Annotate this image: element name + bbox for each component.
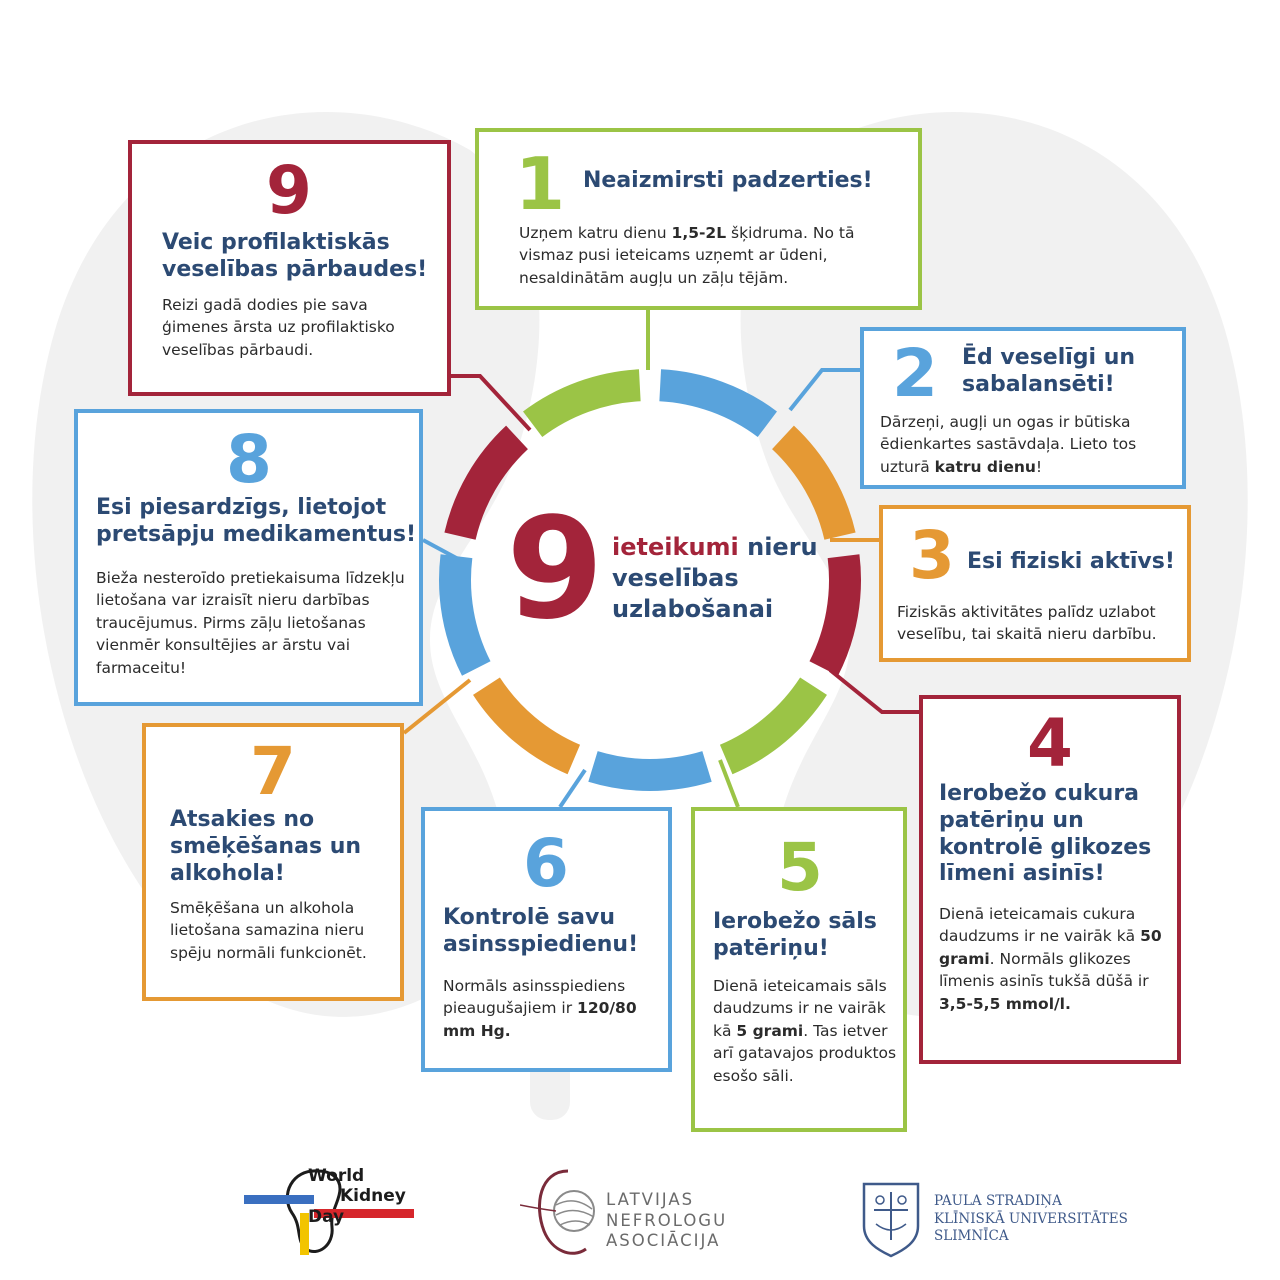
wkd-line1: World [308, 1166, 365, 1186]
connector-line-4 [830, 670, 919, 712]
tip-description [170, 897, 396, 964]
latvian-nephrology-association-wordmark [606, 1190, 746, 1252]
tip-description-part: Smēķēšana un alkohola lietošana samazina nieru spēju normāli funkcionēt. [170, 899, 367, 962]
lna-line2: NEFROLOGU [606, 1210, 728, 1230]
tip-description-part: Normāls asinsspiediens pieaugušajiem ir [443, 977, 626, 1018]
tip-card-1 [475, 128, 922, 310]
tip-description [96, 567, 408, 679]
psk-line3: SLIMNĪCA [934, 1228, 1009, 1245]
tip-title: Esi fiziski aktīvs! [967, 549, 1175, 574]
tip-card-5 [691, 807, 907, 1132]
tip-number: 8 [226, 421, 272, 498]
center-number: 9 [506, 488, 604, 651]
tip-description-part: šķidruma. No tā vismaz pusi ieteicams uzņemt ar ūdeni, nesaldinātām augļu un zāļu tējām. [519, 224, 855, 287]
ring-segment-1 [533, 385, 640, 424]
tip-description-part: Uzņem katru dienu [519, 224, 672, 242]
tip-title: Esi piesardzīgs, lietojot pretsāpju medikamentus! [96, 495, 417, 547]
tip-description-part: ! [1035, 457, 1043, 476]
center-title-line3: uzlabošanai [612, 595, 774, 624]
tip-description-part: 3,5-5,5 mmol/l. [939, 994, 1071, 1013]
tip-description [443, 975, 665, 1042]
tip-number: 6 [523, 825, 569, 902]
lna-line1: LATVIJAS [606, 1190, 695, 1209]
world-kidney-day-wordmark [308, 1166, 428, 1227]
tip-title: Ierobežo cukura patēriņu un kontrolē glikozes līmeni asinīs! [939, 781, 1152, 887]
tip-number: 5 [777, 829, 823, 906]
wkd-line3: Day [308, 1206, 345, 1227]
connector-line-2 [790, 370, 860, 410]
ring-segment-7 [486, 686, 573, 759]
tip-card-7 [142, 723, 404, 1001]
tip-description-part: katru dienu [934, 457, 1036, 476]
tip-number: 9 [266, 152, 312, 229]
ring-segment-5 [726, 686, 813, 759]
tip-description [880, 411, 1180, 478]
tip-title: Neaizmirsti padzerties! [583, 168, 873, 193]
tip-title: Ēd veselīgi un sabalansēti! [962, 345, 1136, 397]
tip-number: 4 [1027, 705, 1073, 782]
latvian-nephrology-association-logo [520, 1165, 610, 1260]
tip-description-part: . Tas ietver arī gatavajos produktos esošo sāli. [713, 1021, 897, 1085]
tip-description [162, 294, 438, 361]
connector-line-9 [451, 376, 530, 430]
tip-description-part: 5 grami [736, 1021, 804, 1040]
tip-title: Kontrolē savu asinsspiedienu! [443, 905, 639, 957]
tip-description-part: Dienā ieteicamais sāls daudzums ir ne vairāk kā [713, 977, 887, 1040]
tip-description-part: 50 grami [939, 927, 1162, 968]
tip-title: Veic profilaktiskās veselības pārbaudes! [162, 230, 428, 282]
wkd-line2: Kidney [340, 1186, 406, 1207]
ring-segment-8 [455, 556, 476, 668]
stradins-hospital-wordmark [934, 1193, 1134, 1246]
tip-description [519, 222, 899, 289]
ring-segment-2 [660, 385, 767, 424]
tip-description-part: Dienā ieteicamais cukura daudzums ir ne vairāk kā [939, 905, 1141, 946]
tip-card-4 [919, 695, 1181, 1064]
tip-number: 1 [515, 142, 566, 226]
stradins-hospital-crest-icon [860, 1180, 922, 1258]
center-title [612, 532, 832, 626]
tip-number: 7 [250, 733, 296, 810]
tip-card-9 [128, 140, 451, 396]
tip-description [897, 601, 1187, 646]
tip-description-part: 120/80 mm Hg. [443, 999, 637, 1040]
lna-line3: ASOCIĀCIJA [606, 1231, 721, 1251]
tip-number: 2 [892, 335, 938, 412]
tip-number: 3 [909, 517, 955, 594]
tip-description [939, 903, 1175, 1015]
tip-description-part: Fiziskās aktivitātes palīdz uzlabot veselību, tai skaitā nieru darbību. [897, 603, 1157, 644]
ring-segment-6 [593, 766, 707, 775]
psk-line2: KLĪNISKĀ UNIVERSITĀTES [934, 1210, 1128, 1227]
tip-description [713, 975, 903, 1087]
tip-description-part: 1,5-2L [671, 224, 727, 242]
tip-card-8 [74, 409, 423, 706]
tip-description-part: Dārzeņi, augļi un ogas ir būtiska ēdienkartes sastāvdaļa. Lieto tos uzturā [880, 413, 1137, 476]
ring-segment-3 [783, 437, 840, 536]
tip-description-part: . Normāls glikozes līmenis asinīs tukšā dūšā ir [939, 949, 1149, 991]
tip-card-2 [860, 327, 1186, 489]
tip-card-6 [421, 807, 672, 1072]
center-title-line2: veselības [612, 564, 739, 593]
connector-line-6 [560, 770, 585, 807]
tip-card-3 [879, 505, 1191, 662]
center-title-line1: nieru [738, 533, 818, 561]
center-title-accent: ieteikumi [612, 533, 739, 561]
tip-title: Ierobežo sāls patēriņu! [713, 909, 877, 961]
tip-title: Atsakies no smēķēšanas un alkohola! [170, 807, 362, 886]
psk-line1: PAULA STRADIŅA [934, 1193, 1062, 1209]
tip-description-part: Reizi gadā dodies pie sava ģimenes ārsta uz profilaktisko veselības pārbaudi. [162, 296, 395, 359]
tip-description-part: Bieža nesteroīdo pretiekaisuma līdzekļu lietošana var izraisīt nieru darbības traucējumus. Pirms zāļu lietošanas vienmēr konsultējies ar ārstu vai farmaceitu! [96, 569, 405, 677]
